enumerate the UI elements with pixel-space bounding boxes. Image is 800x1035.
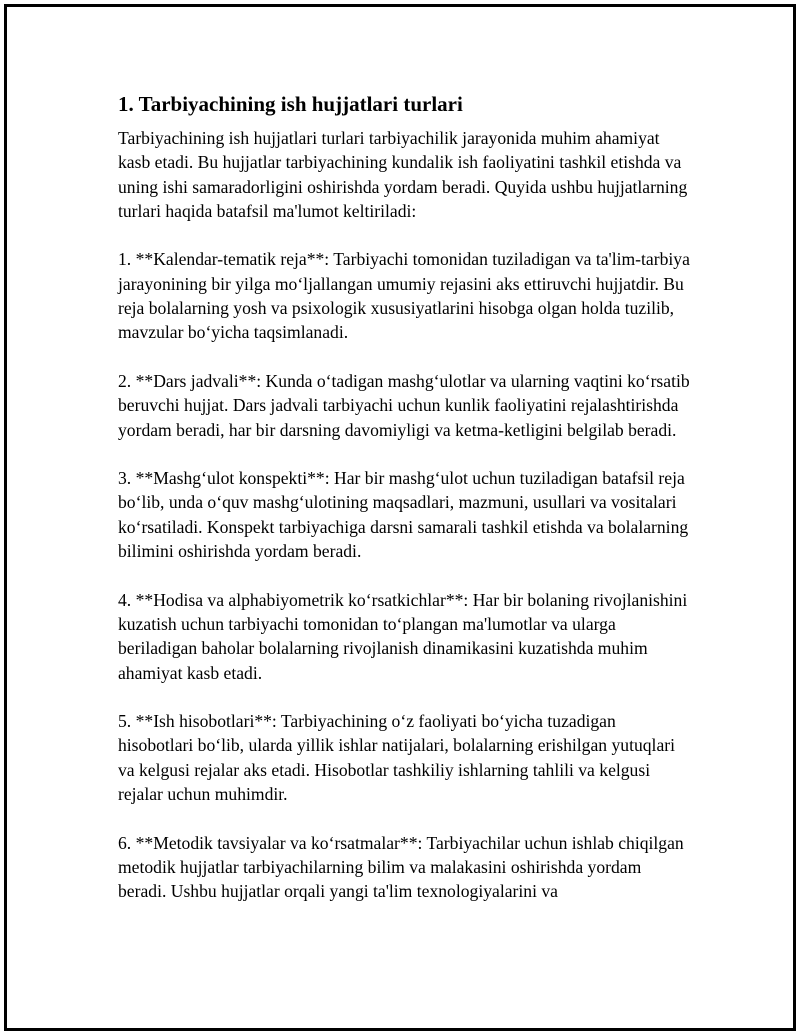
document-body — [118, 90, 690, 928]
list-item-methodical-guides: 6. **Metodik tavsiyalar va ko‘rsatmalar**: Tarbiyachilar uchun ishlab chiqilgan metodik hujjatlar tarbiyachilarning bilim va malakasini oshirishda yordam beradi. Ushbu hujjatlar orqali yangi ta'lim texnologiyalarini va — [118, 832, 684, 902]
list-item-work-reports: 5. **Ish hisobotlari**: Tarbiyachining o‘z faoliyati bo‘yicha tuzadigan hisobotlari bo‘lib, ularda yillik ishlar natijalari, bolalarning erishilgan yutuqlari va kelgusi rejalar aks etadi. Hisobotlar tashkiliy ishlarning tahlili va kelgusi rejalar uchun muhimdir. — [118, 711, 676, 805]
list-item-lesson-notes: 3. **Mashg‘ulot konspekti**: Har bir mashg‘ulot uchun tuziladigan batafsil reja bo‘lib, unda o‘quv mashg‘ulotining maqsadlari, mazmuni, usullari va vositalari ko‘rsatiladi. Konspekt tarbiyachiga darsni samarali tashkil etishda va bolalarning bilimini oshirishda yordam beradi. — [118, 468, 689, 562]
intro-paragraph: Tarbiyachining ish hujjatlari turlari tarbiyachilik jarayonida muhim ahamiyat kasb etadi. Bu hujjatlar tarbiyachining kundalik ish faoliyatini tashkil etishda va uning ishi samaradorligini oshirishda yordam beradi. Quyida ushbu hujjatlarning turlari haqida batafsil ma'lumot keltiriladi: — [118, 128, 688, 221]
list-item-calendar-plan: 1. **Kalendar-tematik reja**: Tarbiyachi tomonidan tuziladigan va ta'lim-tarbiya jarayonining bir yilga mo‘ljallangan umumiy rejasini aks ettiruvchi hujjatdir. Bu reja bolalarning yosh va psixologik xususiyatlarini hisobga olgan holda tuzilib, mavzular bo‘yicha taqsimlanadi. — [118, 249, 690, 343]
list-item-indicators: 4. **Hodisa va alphabiyometrik ko‘rsatkichlar**: Har bir bolaning rivojlanishini kuzatish uchun tarbiyachi tomonidan to‘plangan ma'lumotlar va ularga beriladigan baholar bolalarning rivojlanish dinamikasini kuzatishda muhim ahamiyat kasb etadi. — [118, 589, 688, 683]
list-item-lesson-schedule: 2. **Dars jadvali**: Kunda o‘tadigan mashg‘ulotlar va ularning vaqtini ko‘rsatib beruvchi hujjat. Dars jadvali tarbiyachi uchun kunlik faoliyatini rejalashtirishda yordam beradi, har bir darsning davomiyligi va ketma-ketligini belgilab beradi. — [118, 370, 690, 440]
section-heading: 1. Tarbiyachining ish hujjatlari turlari — [118, 92, 463, 116]
